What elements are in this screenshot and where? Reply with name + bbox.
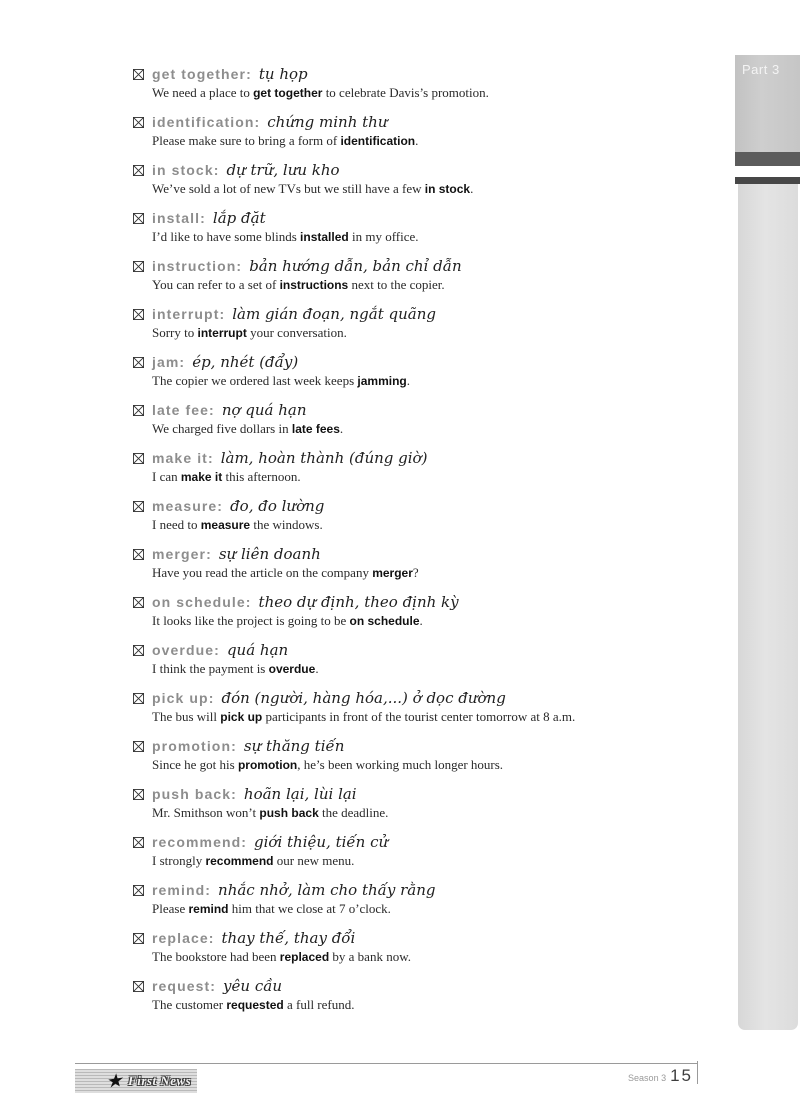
translation: nợ quá hạn xyxy=(221,401,307,419)
headword-line xyxy=(133,784,733,804)
vocab-entry xyxy=(133,256,733,294)
translation: giới thiệu, tiến cử xyxy=(254,833,389,851)
headword-line xyxy=(133,592,733,612)
translation: yêu cầu xyxy=(223,977,283,995)
page-number-divider xyxy=(697,1061,698,1084)
vocab-list xyxy=(133,64,733,1024)
translation: thay thế, thay đổi xyxy=(221,929,356,947)
checkbox-icon xyxy=(133,933,144,944)
vocab-entry xyxy=(133,784,733,822)
vocab-entry xyxy=(133,448,733,486)
vocab-entry xyxy=(133,496,733,534)
headword-line xyxy=(133,256,733,276)
vocab-entry xyxy=(133,592,733,630)
vocab-entry xyxy=(133,688,733,726)
translation: theo dự định, theo định kỳ xyxy=(258,593,459,611)
vocab-entry xyxy=(133,112,733,150)
headword-line xyxy=(133,400,733,420)
example-sentence: It looks like the project is going to be on schedule. xyxy=(152,613,423,628)
example-sentence: You can refer to a set of instructions next to the copier. xyxy=(152,277,445,292)
headword-line xyxy=(133,544,733,564)
headword-line xyxy=(133,832,733,852)
publisher-logo xyxy=(75,1069,197,1093)
headword-line xyxy=(133,208,733,228)
headword: recommend: xyxy=(152,834,248,850)
example-sentence: The bookstore had been replaced by a bank now. xyxy=(152,949,411,964)
headword: measure: xyxy=(152,498,224,514)
vocab-entry xyxy=(133,304,733,342)
checkbox-icon xyxy=(133,597,144,608)
vocab-entry xyxy=(133,832,733,870)
example-sentence: Please remind him that we close at 7 o’clock. xyxy=(152,901,391,916)
translation: làm, hoàn thành (đúng giờ) xyxy=(220,449,428,467)
headword-line xyxy=(133,880,733,900)
example-sentence: I think the payment is overdue. xyxy=(152,661,319,676)
translation: tụ họp xyxy=(258,65,308,83)
checkbox-icon xyxy=(133,501,144,512)
example-sentence: I strongly recommend our new menu. xyxy=(152,853,355,868)
side-strip xyxy=(738,184,798,1030)
translation: ép, nhét (đẩy) xyxy=(192,353,299,371)
publisher-name: First News xyxy=(128,1073,192,1088)
checkbox-icon xyxy=(133,405,144,416)
headword: push back: xyxy=(152,786,237,802)
headword: pick up: xyxy=(152,690,215,706)
example-sentence: The copier we ordered last week keeps jamming. xyxy=(152,373,410,388)
translation: quá hạn xyxy=(226,641,289,659)
vocab-entry xyxy=(133,736,733,774)
vocab-entry xyxy=(133,400,733,438)
example-sentence: I need to measure the windows. xyxy=(152,517,323,532)
headword: interrupt: xyxy=(152,306,226,322)
translation: bản hướng dẫn, bản chỉ dẫn xyxy=(249,257,462,275)
headword-line xyxy=(133,640,733,660)
translation: nhắc nhở, làm cho thấy rằng xyxy=(218,881,436,899)
vocab-entry xyxy=(133,64,733,102)
headword: merger: xyxy=(152,546,212,562)
example-sentence: I’d like to have some blinds installed in my office. xyxy=(152,229,419,244)
part-divider-rule xyxy=(735,177,800,184)
example-sentence: We’ve sold a lot of new TVs but we still have a few in stock. xyxy=(152,181,474,196)
part-tab-dark-band xyxy=(735,152,800,166)
example-sentence: We need a place to get together to celebrate Davis’s promotion. xyxy=(152,85,489,100)
translation: làm gián đoạn, ngắt quãng xyxy=(232,305,436,323)
star-icon: ★ xyxy=(106,1068,126,1093)
vocab-entry xyxy=(133,880,733,918)
checkbox-icon xyxy=(133,645,144,656)
example-sentence: Mr. Smithson won’t push back the deadline. xyxy=(152,805,389,820)
headword: late fee: xyxy=(152,402,215,418)
vocab-entry xyxy=(133,928,733,966)
checkbox-icon xyxy=(133,357,144,368)
checkbox-icon xyxy=(133,789,144,800)
headword-line xyxy=(133,448,733,468)
headword: get together: xyxy=(152,66,252,82)
checkbox-icon xyxy=(133,261,144,272)
example-sentence: The customer requested a full refund. xyxy=(152,997,355,1012)
part-tab xyxy=(735,55,800,152)
translation: chứng minh thư xyxy=(267,113,388,131)
translation: đo, đo lường xyxy=(230,497,325,515)
translation: đón (người, hàng hóa,...) ở dọc đường xyxy=(221,689,506,707)
example-sentence: Sorry to interrupt your conversation. xyxy=(152,325,347,340)
headword-line xyxy=(133,304,733,324)
vocab-entry xyxy=(133,544,733,582)
example-sentence: I can make it this afternoon. xyxy=(152,469,301,484)
headword: remind: xyxy=(152,882,212,898)
checkbox-icon xyxy=(133,693,144,704)
translation: dự trữ, lưu kho xyxy=(226,161,340,179)
headword-line xyxy=(133,160,733,180)
headword-line xyxy=(133,352,733,372)
example-sentence: The bus will pick up participants in front of the tourist center tomorrow at 8 a.m. xyxy=(152,709,576,724)
example-sentence: Since he got his promotion, he’s been working much longer hours. xyxy=(152,757,504,772)
translation: lắp đặt xyxy=(212,209,266,227)
checkbox-icon xyxy=(133,117,144,128)
checkbox-icon xyxy=(133,69,144,80)
checkbox-icon xyxy=(133,981,144,992)
checkbox-icon xyxy=(133,165,144,176)
headword: on schedule: xyxy=(152,594,252,610)
headword: jam: xyxy=(152,354,186,370)
checkbox-icon xyxy=(133,741,144,752)
vocab-entry xyxy=(133,352,733,390)
checkbox-icon xyxy=(133,885,144,896)
headword: promotion: xyxy=(152,738,237,754)
headword: overdue: xyxy=(152,642,220,658)
translation: sự thăng tiến xyxy=(243,737,345,755)
headword-line xyxy=(133,976,733,996)
vocab-entry xyxy=(133,160,733,198)
part-tab-label: Part 3 xyxy=(742,62,780,77)
headword: instruction: xyxy=(152,258,243,274)
translation: hoãn lại, lùi lại xyxy=(243,785,357,803)
headword-line xyxy=(133,736,733,756)
checkbox-icon xyxy=(133,213,144,224)
headword: identification: xyxy=(152,114,261,130)
headword-line xyxy=(133,112,733,132)
vocab-entry xyxy=(133,976,733,1014)
checkbox-icon xyxy=(133,453,144,464)
headword: replace: xyxy=(152,930,215,946)
headword-line xyxy=(133,688,733,708)
example-sentence: We charged five dollars in late fees. xyxy=(152,421,344,436)
page-number: 15 xyxy=(670,1066,693,1085)
checkbox-icon xyxy=(133,549,144,560)
example-sentence: Please make sure to bring a form of identification. xyxy=(152,133,419,148)
vocab-entry xyxy=(133,208,733,246)
headword: request: xyxy=(152,978,217,994)
footer-rule xyxy=(75,1063,697,1064)
headword: install: xyxy=(152,210,206,226)
translation: sự liên doanh xyxy=(218,545,321,563)
footer-page-info xyxy=(628,1066,693,1086)
checkbox-icon xyxy=(133,837,144,848)
season-label: Season 3 xyxy=(628,1073,667,1083)
checkbox-icon xyxy=(133,309,144,320)
headword-line xyxy=(133,64,733,84)
example-sentence: Have you read the article on the company merger? xyxy=(152,565,419,580)
headword-line xyxy=(133,496,733,516)
headword: in stock: xyxy=(152,162,220,178)
vocab-entry xyxy=(133,640,733,678)
headword-line xyxy=(133,928,733,948)
headword: make it: xyxy=(152,450,214,466)
